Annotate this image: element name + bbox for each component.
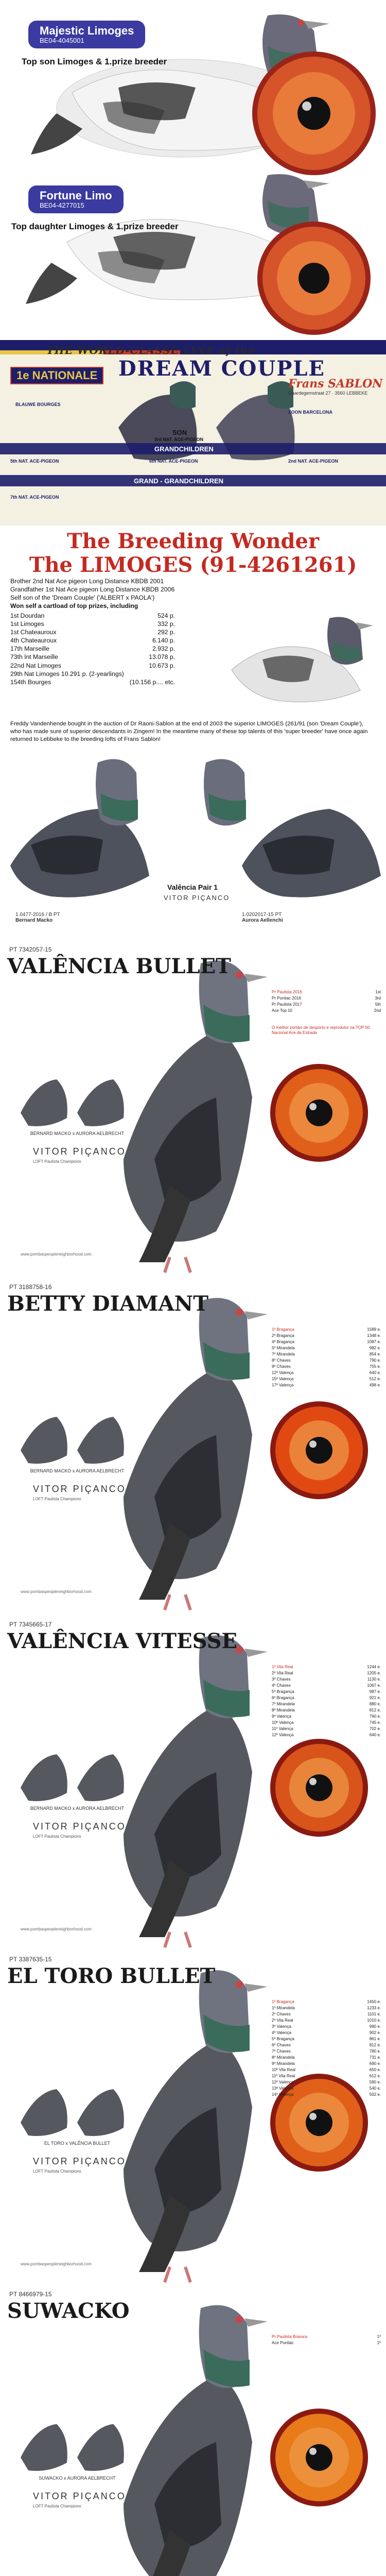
result-row	[272, 1382, 381, 1388]
bird-photo	[0, 2287, 386, 2576]
loft-subtitle: LOFT Paulista Champions	[33, 1834, 81, 1839]
bird1-ring: BE04-4045001	[40, 37, 84, 45]
result-race: 4º Bragança	[272, 1340, 294, 1344]
nationale-badge: 1e NATIONALE	[10, 367, 103, 384]
bird-ring: PT 7342057-15	[9, 946, 52, 953]
result-race: 2º Bragança	[272, 1333, 294, 1338]
pigeon-illustration	[10, 759, 149, 897]
result-row	[272, 1664, 381, 1670]
result-race: 15º Valença	[272, 1377, 294, 1381]
result-row	[10, 645, 175, 653]
ace-6th: 6th NAT. ACE-PIGEON	[149, 459, 198, 464]
result-race: 5º Bragança	[272, 2037, 294, 2041]
result-race: 17º Valença	[272, 1383, 294, 1387]
result-race: 2º Chaves	[272, 2012, 291, 2016]
eye-closeup	[270, 1064, 368, 1162]
bird-card	[0, 1953, 386, 2287]
result-value: 812 e.	[369, 2043, 381, 2047]
result-row	[272, 1695, 381, 1701]
result-race: 154th Bourges	[10, 678, 51, 686]
result-row	[272, 2067, 381, 2073]
loft-logo: VITOR PIÇANCO	[33, 1484, 126, 1494]
result-row	[272, 1683, 381, 1689]
result-race: 8º Mirandela	[272, 2055, 295, 2060]
bird2-caption: Top daughter Limoges & 1.prize breeder	[11, 222, 179, 231]
bird-ring: PT 3188758-16	[9, 1283, 52, 1291]
bird-name: VALÊNCIA BULLET	[7, 954, 231, 978]
pigeon-illustration	[124, 1298, 268, 1610]
result-row	[10, 662, 175, 670]
bird-parents: BERNARD MACKO x AURORA AELBRECHT	[30, 1131, 125, 1136]
result-value: 10.673 p.	[149, 662, 175, 669]
result-value: 854 e.	[369, 1352, 381, 1357]
loft-logo: VITOR PIÇANCO	[164, 894, 230, 902]
result-row	[272, 2340, 381, 2346]
title-line2: The LIMOGES (91-4261261)	[29, 553, 357, 577]
results-list	[272, 1999, 381, 2098]
banner-title: DREAM COUPLE	[118, 357, 325, 381]
right-parent	[242, 912, 283, 923]
loft-logo: VITOR PIÇANCO	[33, 2491, 126, 2501]
bird-name: SUWACKO	[7, 2299, 130, 2323]
result-row	[10, 653, 175, 661]
result-value: 1101 e.	[367, 2012, 381, 2016]
result-value: 790 e.	[369, 1714, 381, 1719]
eye-closeup	[270, 1739, 368, 1837]
ace-5th: 5th NAT. ACE-PIGEON	[10, 459, 59, 464]
result-race: Pr Pontiac 2016	[272, 996, 301, 1001]
bird-name: BETTY DIAMANT	[7, 1292, 208, 1316]
result-row	[272, 2092, 381, 2098]
result-value: 1st	[375, 990, 381, 994]
bird-card	[0, 1618, 386, 1953]
result-value: 612 e.	[369, 2074, 381, 2078]
result-race: 7º Mirandela	[272, 1352, 295, 1357]
result-race: 7º Chaves	[272, 2049, 291, 2054]
result-row	[272, 1720, 381, 1726]
result-race: Pr Paulista 2017	[272, 1002, 302, 1007]
result-value: 1130 e.	[367, 1677, 381, 1682]
result-value: 650 e.	[369, 2067, 381, 2072]
result-race: 1º Vila Real	[272, 1665, 293, 1669]
result-race: 2º Vila Real	[272, 1671, 293, 1675]
pair-label: Valência Pair 1	[167, 883, 218, 891]
limoges-pigeon-photo	[221, 603, 376, 716]
result-race: Pr Paulista Bravura	[272, 2334, 307, 2339]
result-race: 1st Chateauroux	[10, 629, 57, 636]
result-race: 7º Mirandela	[272, 1702, 295, 1706]
result-row	[272, 2061, 381, 2067]
blauwe-label: BLAUWE BOURGES	[15, 402, 61, 407]
result-row	[272, 1358, 381, 1364]
result-value: 3rd	[375, 996, 381, 1001]
result-value: 6.140 p.	[152, 637, 175, 645]
loft-subtitle: LOFT Paulista Champions	[33, 1159, 81, 1164]
bird2-name-badge	[28, 185, 124, 213]
pigeon-photos	[0, 0, 386, 340]
result-race: 1º Mirandela	[272, 2006, 295, 2010]
result-race: Ace Pontiac	[272, 2341, 294, 2345]
result-value: 921 e.	[369, 1696, 381, 1700]
result-race: 8º Mirandela	[272, 1708, 295, 1713]
result-race: 3º Valença	[272, 2024, 291, 2029]
result-race: 2º Vila Real	[272, 2018, 293, 2023]
pigeon-illustration	[204, 759, 381, 897]
result-value: 540 e.	[369, 2086, 381, 2091]
result-row	[272, 2042, 381, 2048]
results-list	[272, 989, 381, 1014]
pigeon-illustration	[124, 960, 268, 1273]
result-value: 640 e.	[369, 1370, 381, 1375]
result-value: 790 e.	[369, 1358, 381, 1363]
result-row	[10, 620, 175, 628]
top-pair-section	[0, 0, 386, 340]
grandchildren-label: GRANDCHILDREN	[154, 445, 214, 453]
result-value: 332 p.	[157, 620, 175, 628]
result-row	[272, 1008, 381, 1014]
result-race: 11º Valença	[272, 1726, 293, 1731]
results-list	[10, 612, 175, 686]
result-race: 12º Valença	[272, 1733, 294, 1737]
bird-parents: BERNARD MACKO x AURORA AELBRECHT	[30, 1468, 125, 1473]
result-row	[272, 2005, 381, 2011]
result-value: 1º	[377, 2334, 381, 2339]
right-ring: 1.0202017-15 PT	[242, 912, 282, 918]
result-value: 1450 e.	[367, 1999, 381, 2004]
result-race: 1st Limoges	[10, 620, 44, 628]
result-row	[272, 1351, 381, 1358]
bird-card	[0, 1280, 386, 1615]
result-value: 812 e.	[369, 1708, 381, 1713]
bird-name: VALÊNCIA VITESSE	[7, 1629, 238, 1653]
bird-ring: PT 8466979-15	[9, 2291, 52, 2298]
result-race: 1º Bragança	[272, 1327, 294, 1332]
title-line1: The Breeding Wonder	[66, 529, 320, 553]
bird-ring: PT 7345665-17	[9, 1621, 52, 1628]
result-race: Ace Top 10	[272, 1008, 292, 1013]
result-value: 640 e.	[369, 1733, 381, 1737]
result-value: 1205 e.	[367, 1671, 381, 1675]
result-race: 9º Valença	[272, 1714, 291, 1719]
result-row	[272, 2018, 381, 2024]
result-row	[272, 2011, 381, 2018]
website-link: www.pombaspeopleneighborhood.com	[21, 1252, 92, 1257]
result-row	[10, 628, 175, 636]
result-value: 524 p.	[157, 612, 175, 619]
result-row	[272, 1689, 381, 1695]
result-value: 990 e.	[369, 2024, 381, 2029]
bird2-name: Fortune Limo	[40, 189, 112, 202]
result-value: 702 e.	[369, 1726, 381, 1731]
result-row	[272, 2024, 381, 2030]
son-label: SON	[172, 429, 187, 436]
bird1-name-badge	[28, 21, 145, 48]
bird-parents: SUWACKO x AURORA AELBRECHT	[39, 2476, 116, 2481]
parents-thumbnails	[21, 1417, 124, 1464]
result-row	[272, 2086, 381, 2092]
result-value: 1244 e.	[367, 1665, 381, 1669]
bird-parents: BERNARD MACKO x AURORA AELBRECHT	[30, 1806, 125, 1811]
result-row	[272, 1676, 381, 1683]
result-row	[272, 1999, 381, 2005]
breeding-wonder-title	[0, 530, 386, 577]
result-race: 6º Chaves	[272, 2043, 291, 2047]
result-row	[10, 636, 175, 645]
result-row	[272, 2073, 381, 2079]
parents-thumbnails	[21, 2089, 124, 2136]
result-row	[272, 2036, 381, 2042]
parents-thumbnails	[21, 1754, 124, 1801]
result-row	[272, 1707, 381, 1714]
bird-card	[0, 2287, 386, 2576]
result-race: 1st Dourdan	[10, 612, 45, 619]
result-value: (10.156 p.... etc.	[129, 678, 175, 686]
result-race: Pr Paulista 2016	[272, 990, 302, 994]
pigeon-illustration	[124, 1970, 268, 2282]
breeder-address: Gaardegemstraat 27 · 3560 LEBBEKE	[288, 391, 368, 396]
result-race: 8º Chaves	[272, 1358, 291, 1363]
bird-name: EL TORO BULLET	[7, 1964, 216, 1988]
result-row	[272, 2048, 381, 2055]
result-row	[272, 1339, 381, 1345]
result-row	[272, 995, 381, 1002]
breeding-wonder-section	[0, 526, 386, 742]
result-race: 1º Bragança	[272, 1999, 294, 2004]
result-row	[272, 1327, 381, 1333]
left-parent	[15, 912, 60, 923]
result-race: 5º Bragança	[272, 1689, 294, 1694]
website-link: www.pombaspeopleneighborhood.com	[21, 1927, 92, 1931]
result-value: 13.078 p.	[149, 653, 175, 661]
result-row	[272, 1714, 381, 1720]
result-value: 1067 e.	[367, 1683, 381, 1688]
result-race: 4th Chateauroux	[10, 637, 57, 645]
result-row	[272, 2055, 381, 2061]
result-value: 1589 e.	[367, 1327, 381, 1332]
result-race: 29th Nat Limoges 10.291 p. (2-yearlings)	[10, 670, 124, 677]
result-value: 745 e.	[369, 1720, 381, 1725]
result-value: 512 e.	[369, 1377, 381, 1381]
loft-logo: VITOR PIÇANCO	[33, 1146, 126, 1157]
result-race: 17th Marseille	[10, 645, 49, 653]
eye-closeup	[270, 1401, 368, 1499]
website-link: www.pombaspeopleneighborhood.com	[21, 1589, 92, 1594]
right-name: Aurora Aellenchi	[242, 918, 283, 923]
result-row	[272, 1376, 381, 1382]
parents-thumbnails	[21, 1079, 124, 1126]
result-value: 902 e.	[369, 2030, 381, 2035]
breeder-name: Frans SABLON	[288, 377, 383, 391]
result-row	[272, 2030, 381, 2036]
result-race: 4º Chaves	[272, 1683, 291, 1688]
result-row	[272, 1726, 381, 1732]
intro-line: Grandfather 1st Nat Ace pigeon Long Distance KBDB 2006	[10, 586, 175, 594]
result-row	[272, 1370, 381, 1376]
grand-grandchildren-label: GRAND - GRANDCHILDREN	[134, 477, 224, 485]
pigeon-illustration	[124, 2305, 268, 2576]
loft-subtitle: LOFT Paulista Champions	[33, 2504, 81, 2509]
result-race: 4º Valença	[272, 2030, 291, 2035]
bird2-ring: BE04-4277015	[40, 201, 84, 210]
result-race: 10º Vila Real	[272, 2067, 295, 2072]
bird1-caption: Top son Limoges & 1.prize breeder	[22, 57, 167, 66]
intro-line: Self son of the 'Dream Couple' ('ALBERT x PAOLA')	[10, 594, 155, 602]
result-row	[272, 989, 381, 995]
results-list	[272, 1327, 381, 1388]
result-race: 73th Int Marseille	[10, 653, 58, 661]
bird-card	[0, 943, 386, 1278]
results-list	[272, 2334, 381, 2346]
bird1-name: Majestic Limoges	[40, 24, 134, 37]
result-race: 12º Valença	[272, 2080, 294, 2084]
result-value: 880 e.	[369, 1702, 381, 1706]
website-link: www.pombaspeopleneighborhood.com	[21, 2262, 92, 2266]
result-value: 292 p.	[157, 629, 175, 636]
zoon-label: ZOON BARCELONA	[288, 410, 332, 415]
result-row	[10, 678, 175, 686]
left-ring: 1.0477-2016 / B PT	[15, 912, 60, 918]
result-race: 6º Bragança	[272, 1696, 294, 1700]
valencia-pair-section	[0, 742, 386, 943]
result-race: 5º Mirandela	[272, 1346, 295, 1350]
history-text: Freddy Vandenhende bought in the auction of Dr Raoni-Sablon at the end of 2003 the superior LIMOGES (261/91 (son 'Dream Couple'), who has made sure of superior descendants in Zingem! In the meantime many of these top talents of this 'super breeder' have once again returned to Lebbeke to the breeding lofts of Frans Sablon!	[10, 721, 368, 742]
intro-line: Brother 2nd Nat Ace pigeon Long Distance KBDB 2001	[10, 578, 164, 585]
result-value: 2nd	[374, 1008, 381, 1013]
result-race: 3º Chaves	[272, 1677, 291, 1682]
loft-logo: VITOR PIÇANCO	[33, 1821, 126, 1832]
result-value: 1087 e.	[367, 1340, 381, 1344]
results-list	[272, 1664, 381, 1738]
banner-subtitle: THE WORLD-CLASSE LINE of the	[46, 344, 256, 357]
result-value: 861 e.	[369, 2037, 381, 2041]
result-race: 13º Valença	[272, 2086, 294, 2091]
result-race: 11º Vila Real	[272, 2074, 295, 2078]
result-value: 755 e.	[369, 1364, 381, 1369]
result-value: 5th	[375, 1002, 381, 1007]
loft-logo: VITOR PIÇANCO	[33, 2156, 126, 2166]
result-value: 1233 e.	[367, 2006, 381, 2010]
bird-parents: EL TORO x VALÊNCIA BULLET	[44, 2141, 111, 2146]
result-value: 731 e.	[369, 2055, 381, 2060]
result-race: 9º Chaves	[272, 1364, 291, 1369]
result-row	[272, 1364, 381, 1370]
result-race: 9º Mirandela	[272, 2061, 295, 2066]
result-row	[272, 1333, 381, 1339]
result-race: 22nd Nat Limoges	[10, 662, 61, 669]
intro-line: Won self a cartload of top prizes, including	[10, 602, 138, 610]
result-value: 2.932 p.	[152, 645, 175, 653]
result-value: 580 e.	[369, 2080, 381, 2084]
result-row	[10, 670, 175, 678]
result-row	[272, 1732, 381, 1738]
result-row	[272, 2334, 381, 2340]
eye-closeup	[252, 52, 376, 175]
result-race: 10º Valença	[272, 1720, 294, 1725]
result-value: 1348 e.	[367, 1333, 381, 1338]
loft-subtitle: LOFT Paulista Champions	[33, 2169, 81, 2174]
result-row	[272, 1345, 381, 1351]
left-name: Bernard Macko	[15, 918, 53, 923]
eye-closeup	[257, 222, 371, 335]
parents-thumbnails	[21, 2424, 124, 2471]
result-value: 1010 e.	[367, 2018, 381, 2023]
result-value: 987 e.	[369, 1689, 381, 1694]
bird-caption: O melhor pombo de desporto e reprodutor na TOP 50 Nacional Ace da Estrada	[272, 1025, 370, 1036]
result-row	[272, 1701, 381, 1707]
loft-subtitle: LOFT Paulista Champions	[33, 1497, 81, 1501]
ace-2nd: 2nd NAT. ACE-PIGEON	[288, 459, 339, 464]
result-value: 690 e.	[369, 2061, 381, 2066]
result-row	[272, 1002, 381, 1008]
result-row	[272, 2079, 381, 2086]
bird-ring: PT 3387635-15	[9, 1956, 52, 1963]
son-ace: 3rd NAT. ACE-PIGEON	[154, 437, 204, 442]
result-value: 498 e.	[369, 1383, 381, 1387]
result-race: 14º Valença	[272, 2092, 294, 2097]
ace-7th: 7th NAT. ACE-PIGEON	[10, 495, 59, 500]
result-value: 780 e.	[369, 2049, 381, 2054]
eye-closeup	[270, 2409, 368, 2506]
pigeon-illustration	[124, 1635, 268, 1947]
result-row	[10, 612, 175, 620]
dream-couple-banner	[0, 340, 386, 526]
result-value: 502 e.	[369, 2092, 381, 2097]
result-row	[272, 1670, 381, 1676]
result-race: 12º Valença	[272, 1370, 294, 1375]
result-value: 982 e.	[369, 1346, 381, 1350]
result-value: 1º	[377, 2341, 381, 2345]
